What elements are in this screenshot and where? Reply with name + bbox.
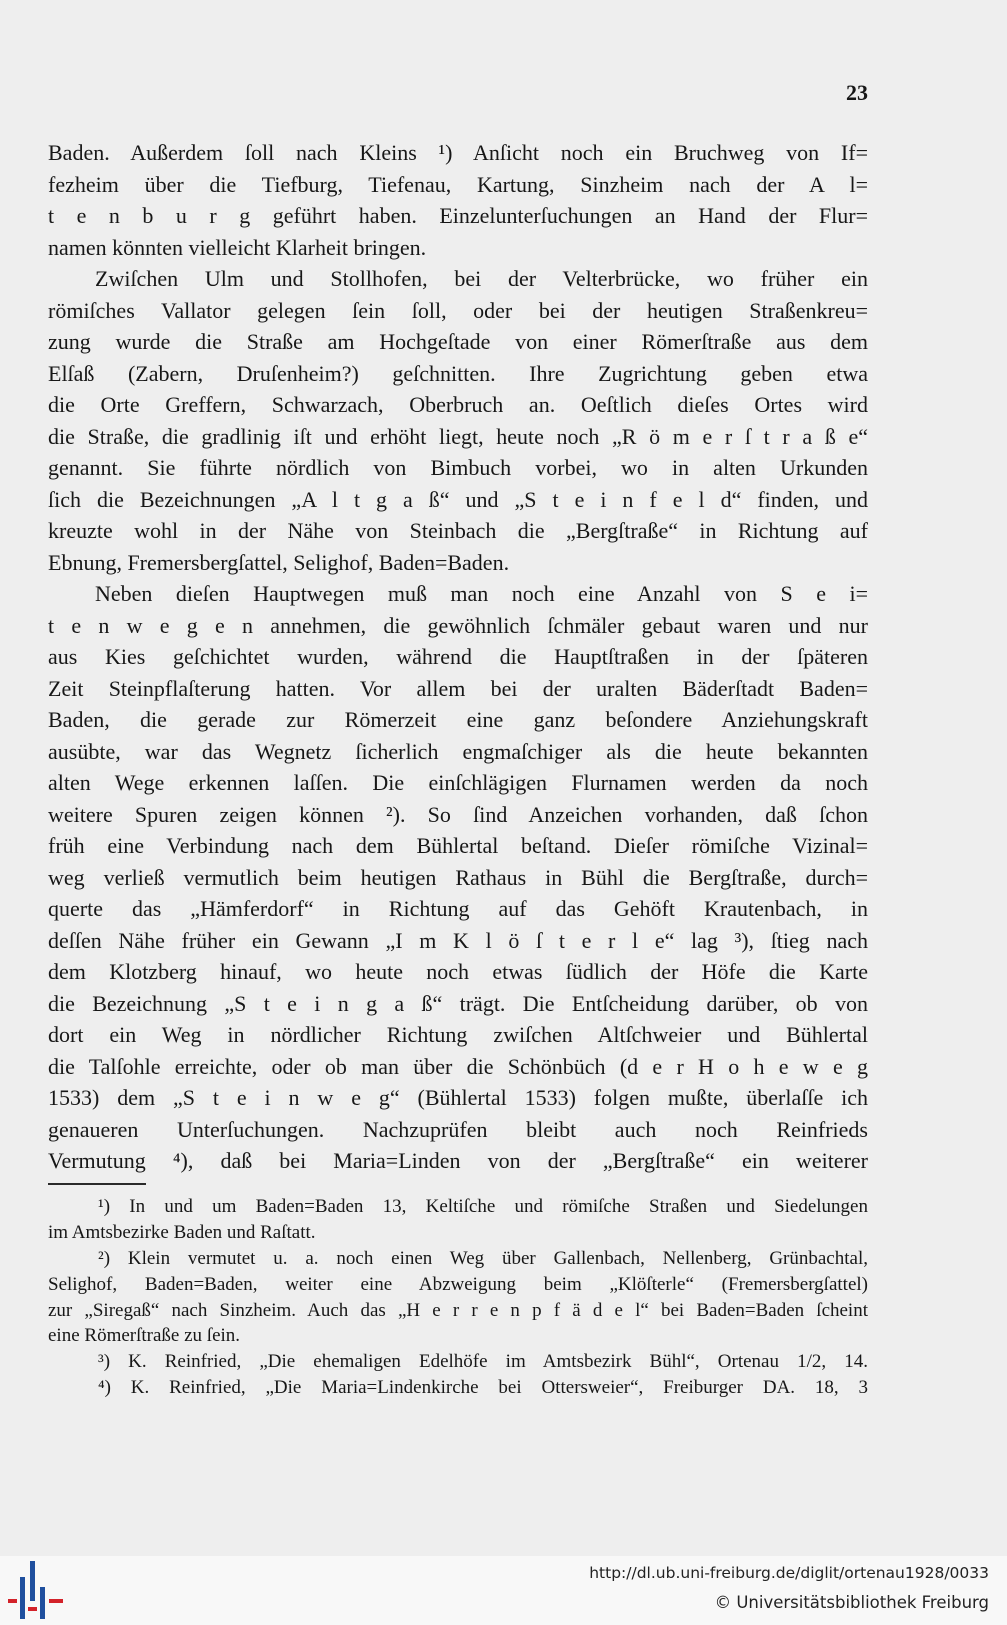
footnote-line: zur „Siregaß“ nach Sinzheim. Auch das „H e r r e n p f ä d e l“ bei Baden=Baden ſcheint [48,1299,868,1321]
logo-blue-bar [40,1587,45,1619]
footnotes [48,1194,868,1401]
body-line: Zeit Steinpflaſterung hatten. Vor allem bei der uralten Bäderſtadt Baden= [48,675,868,701]
footnote-divider [48,1183,146,1185]
body-line: Elſaß (Zabern, Druſenheim?) geſchnitten. Ihre Zugrichtung geben etwa [48,360,868,386]
body-line: weitere Spuren zeigen können ²). So ſind Anzeichen vorhanden, daß ſchon [48,801,868,827]
footnote-line: ⁴) K. Reinfried, „Die Maria=Lindenkirche bei Ottersweier“, Freiburger DA. 18, 3 [98,1377,868,1399]
body-line: aus Kies geſchichtet wurden, während die Hauptſtraßen in der ſpäteren [48,644,868,669]
body-line: genannt. Sie führte nördlich von Bimbuch vorbei, wo in alten Urkunden [48,455,868,480]
page-number: 23 [846,80,868,105]
body-line: Baden. Außerdem ſoll nach Kleins ¹) Anſicht noch ein Bruchweg von If= [48,140,868,165]
body-text [48,137,868,1177]
body-line: kreuzte wohl in der Nähe von Steinbach die „Bergſtraße“ in Richtung auf [48,518,868,543]
copyright-notice: © Universitätsbibliothek Freiburg [714,1593,989,1612]
footnote-line: im Amtsbezirke Baden und Raſtatt. [48,1221,316,1243]
logo-blue-bar [30,1561,35,1601]
body-line: alten Wege erkennen laſſen. Die einſchlägigen Flurnamen werden da noch [48,770,868,795]
permalink-url: http://dl.ub.uni-freiburg.de/diglit/ortenau1928/0033 [589,1564,989,1582]
body-line: deſſen Nähe früher ein Gewann „I m K l ö ſ t e r l e“ lag ³), ſtieg nach [48,927,868,953]
body-line: die Talſohle erreichte, oder ob man über die Schönbüch (d e r H o h e w e g [48,1053,868,1079]
body-line: Neben dieſen Hauptwegen muß man noch eine Anzahl von S e i= [95,581,868,606]
logo-blue-bar [20,1577,25,1619]
body-line: die Orte Greffern, Schwarzach, Oberbruch an. Oeſtlich dieſes Ortes wird [48,392,868,417]
body-line: ausübte, war das Wegnetz ſicherlich engmaſchiger als die heute bekannten [48,738,868,764]
body-line: die Bezeichnung „S t e i n g a ß“ trägt. Die Entſcheidung darüber, ob von [48,990,868,1016]
body-line: namen könnten vielleicht Klarheit bringen. [48,234,427,260]
footnote-line: ¹) In und um Baden=Baden 13, Keltiſche und römiſche Straßen und Siedelungen [98,1196,868,1217]
body-line: ſich die Bezeichnungen „A l t g a ß“ und „S t e i n f e l d“ finden, und [48,486,868,512]
body-line: die Straße, die gradlinig iſt und erhöht liegt, heute noch „R ö m e r ſ t r a ß e“ [48,423,868,449]
body-line: t e n w e g e n annehmen, die gewöhnlich ſchmäler gebaut waren und nur [48,612,868,638]
body-line: Vermutung ⁴), daß bei Maria=Linden von der „Bergſtraße“ ein weiterer [48,1148,868,1173]
body-line: genaueren Unterſuchungen. Nachzuprüfen bleibt auch noch Reinfrieds [48,1116,868,1142]
body-line: früh eine Verbindung nach dem Bühlertal beſtand. Dieſer römiſche Vizinal= [48,833,868,858]
logo-red-dash-middle [28,1607,37,1611]
body-line: dem Klotzberg hinauf, wo heute noch etwas ſüdlich der Höfe die Karte [48,959,868,984]
page-footer [0,1556,1007,1625]
body-line: querte das „Hämferdorf“ in Richtung auf das Gehöft Krautenbach, in [48,896,868,921]
body-line: Ebnung, Fremersbergſattel, Selighof, Baden=Baden. [48,549,510,575]
body-line: Zwiſchen Ulm und Stollhofen, bei der Velterbrücke, wo früher ein [95,266,868,291]
body-line: Baden, die gerade zur Römerzeit eine ganz beſondere Anziehungskraft [48,707,868,732]
footnote-line: ²) Klein vermutet u. a. noch einen Weg über Gallenbach, Nellenberg, Grünbachtal, [98,1247,868,1269]
body-line: weg verließ vermutlich beim heutigen Rathaus in Bühl die Bergſtraße, durch= [48,864,868,890]
logo-red-dash-left [8,1599,17,1603]
body-line: zung wurde die Straße am Hochgeſtade von einer Römerſtraße aus dem [48,329,868,354]
logo-red-dash-right [49,1599,63,1603]
body-line: t e n b u r g geführt haben. Einzelunterſuchungen an Hand der Flur= [48,203,868,228]
footnote-line: eine Römerſtraße zu ſein. [48,1325,241,1347]
body-line: römiſches Vallator gelegen ſein ſoll, oder bei der heutigen Straßenkreu= [48,297,868,323]
body-line: dort ein Weg in nördlicher Richtung zwiſchen Altſchweier und Bühlertal [48,1022,868,1047]
ub-freiburg-logo-icon [6,1559,66,1621]
footnote-line: Selighof, Baden=Baden, weiter eine Abzweigung beim „Klöſterle“ (Fremersbergſattel) [48,1273,868,1295]
body-line: fezheim über die Tiefburg, Tiefenau, Kartung, Sinzheim nach der A l= [48,171,868,197]
body-line: 1533) dem „S t e i n w e g“ (Bühlertal 1533) folgen mußte, überlaſſe ich [48,1085,868,1110]
footnote-line: ³) K. Reinfried, „Die ehemaligen Edelhöfe im Amtsbezirk Bühl“, Ortenau 1/2, 14. [98,1351,868,1373]
